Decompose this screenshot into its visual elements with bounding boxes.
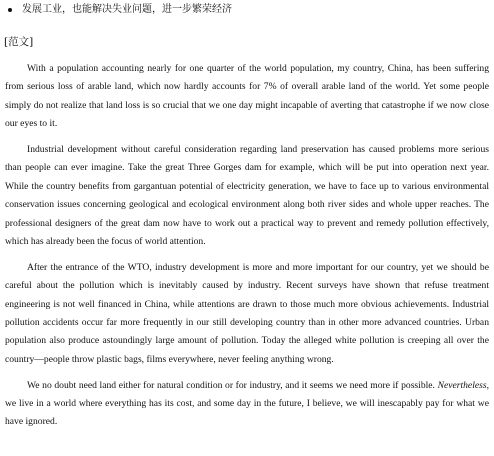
paragraph-4-italic: Nevertheless — [437, 379, 487, 391]
paragraph-4-after: , we live in a world where everything has its cost, and some day in the future, I believe, we will inescapably pay for what we have ignored. — [5, 379, 489, 428]
paragraph-2: Industrial development without careful consideration regarding land preservation has caused problems more serious than people can ever imagine. Take the great Three Gorges dam for example, which will be put into operation next year. While the country benefits from gargantuan potential of electricity generation, we have to face up to various environmental conservation issues concerning geological and ecological environment along both river sides and whole upper reaches. The professional designers of the great dam now have to work out a practical way to prevent and remedy pollution effectively, which has already been the focus of world attention. — [5, 144, 489, 248]
essay-body — [5, 60, 489, 439]
paragraph-4 — [5, 377, 489, 432]
bullet-item — [8, 3, 232, 17]
paragraph-4-before: We no doubt need land either for natural condition or for industry, and it seems we need more if possible. — [27, 379, 438, 391]
bullet-dot-icon — [8, 8, 12, 12]
bullet-text: 发展工业，也能解决失业问题，进一步繁荣经济 — [22, 4, 232, 15]
paragraph-3: After the entrance of the WTO, industry development is more and more important for our country, yet we should be careful about the pollution which is inevitably caused by industry. Recent surveys have shown that refuse treatment engineering is not well financed in China, while attentions are drawn to those much more obvious achievements. Industrial pollution accidents occur far more frequently in our still developing country than in other more advanced countries. Urban population also produce astoundingly large amount of pollution. Today the alleged white pollution is creeping all over the country—people throw plastic bags, films everywhere, never feeling anything wrong. — [5, 261, 489, 365]
paragraph-1: With a population accounting nearly for one quarter of the world population, my country, China, has been suffering from serious loss of arable land, which now hardly accounts for 7% of overall arable land of the world. Yet some people simply do not realize that land loss is so crucial that we one day might incapable of averting that catastrophe if we now close our eyes to it. — [5, 63, 489, 130]
section-label: [范文] — [4, 36, 34, 48]
